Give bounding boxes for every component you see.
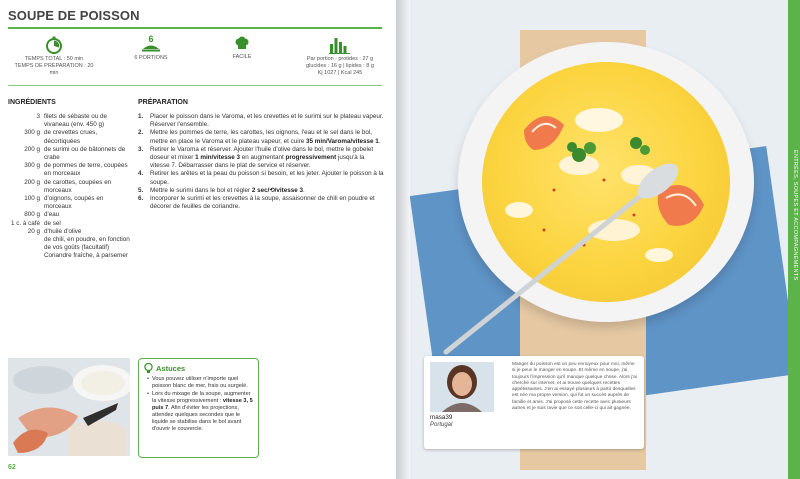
plate-icon	[141, 43, 161, 53]
tip-item: • Lors du mixage de la soupe, augmenter la vitesse progressivement : vitesse 3, 5 puis 7. Afin d'éviter les projections, attendez quelques secondes que le liquide se stabilise dans le bol avant d'ouvrir le couvercle.	[148, 391, 253, 433]
ingredient-row: Coriandre fraîche, à parsemer	[44, 252, 128, 260]
recipe-title: SOUPE DE POISSON	[8, 8, 140, 23]
nutrition-line-3: Kj 1027 | Kcal 245	[317, 70, 363, 76]
portions-label: 6 PORTIONS	[134, 55, 168, 61]
nutrition-line-2: glucides : 16 g | lipides : 8 g	[306, 63, 374, 69]
section-label: ENTRÉES, SOUPES ET ACCOMPAGNEMENTS	[792, 150, 798, 281]
difficulty-stat	[212, 36, 272, 61]
ingredient-row: 100 g d'oignons, coupés en morceaux	[24, 195, 104, 211]
chef-hat-icon	[234, 36, 250, 52]
tips-header	[144, 363, 253, 374]
portions-number: 6	[148, 34, 154, 44]
time-prep: TEMPS DE PRÉPARATION : 20 min	[14, 63, 94, 76]
time-stat	[10, 36, 98, 77]
nutrition-line-1: Par portion : protides : 27 g	[306, 56, 374, 62]
ingredients-heading: INGRÉDIENTS	[8, 99, 56, 106]
prep-step: 5. Mettre le surimi dans le bol et régler 2 sec/⟲/vitesse 3.	[138, 186, 305, 194]
preparation-steps	[138, 113, 384, 211]
section-tab	[788, 0, 800, 479]
ingredient-row: 200 g de carottes, coupées en morceaux	[24, 178, 112, 194]
time-total: TEMPS TOTAL : 50 min	[24, 56, 84, 62]
left-page	[0, 0, 396, 479]
ingredient-row: 300 g de pommes de terre, coupées en morceaux	[24, 162, 128, 178]
ingredient-row: 200 g de surimi ou de bâtonnets de crabe	[24, 145, 126, 162]
prep-step: 3. Retirer le Varoma et réserver. Ajouter l'huile d'olive dans le bol, mettre le gobelet doseur et mixer 1 min/vitesse 3 en augmentant progressivement jusqu'à la vitesse 7. Débarrasser dans le plat de service et réserver.	[138, 145, 374, 170]
nutrition-stat	[296, 36, 384, 77]
stats-divider	[8, 85, 382, 86]
ingredients-list	[6, 113, 130, 261]
clock-icon	[45, 36, 63, 54]
preparation-heading: PRÉPARATION	[138, 99, 188, 106]
avatar	[430, 362, 494, 412]
ingredient-row: 3 filets de sébaste ou de vivaneau (env. 450 g)	[36, 113, 108, 129]
testimonial-text: Manger du poisson est un peu ennuyeux pour moi, même si je peux le manger en soupe. Et même en soupe, j'ai toujours l'impression qu'il manque quelque chose. Alors j'ai cherché sur internet, et ai trouvé quelques recettes appétissantes. J'en ai essayé plusieurs à partir desquelles est née ma propre version, qui fut un succès auprès de famille et amis. J'ai proposé cette recette avec plusieurs autres et je suis ravie que ce soit celle-ci qui ait gagnée.	[512, 362, 637, 412]
ingredient-row: 20 g d'huile d'olive	[27, 227, 82, 235]
prep-step: 4. Retirer les arêtes et la peau du poisson si besoin, et les jeter. Ajouter le poisson à la soupe.	[138, 170, 384, 186]
bar-chart-icon	[329, 36, 351, 54]
prep-step: 1. Placer le poisson dans le Varoma, et les crevettes et le surimi sur le plateau vapeur. Réserver l'ensemble.	[138, 113, 384, 129]
seafood-photo	[8, 358, 130, 456]
testimonial-name: masa39	[430, 414, 453, 421]
page-fold	[396, 0, 410, 479]
testimonial-country: Portugal	[430, 422, 453, 428]
ingredient-row: 300 g de crevettes crues, décortiquées	[24, 129, 98, 145]
lightbulb-icon	[144, 363, 153, 374]
tip-item: • Vous pouvez utiliser n'importe quel poisson blanc de mer, frais ou surgelé.	[148, 376, 253, 390]
ingredient-row: de chili, en poudre, en fonction de vos goûts (facultatif)	[44, 236, 130, 252]
prep-step: 6. Incorporer le surimi et les crevettes à la soupe, assaisonner de chili en poudre et décorer de feuilles de coriandre.	[138, 195, 375, 211]
prep-step: 2. Mettre les pommes de terre, les carottes, les oignons, l'eau et le sel dans le bol, mettre en place le Varoma et le plateau vapeur, et cuire 35 min/Varoma/vitesse 1.	[138, 129, 381, 145]
testimonial-card	[424, 356, 644, 449]
tips-heading: Astuces	[156, 364, 186, 373]
page-number: 62	[8, 464, 16, 471]
ingredient-row: 1 c. à café de sel	[10, 219, 61, 227]
ingredient-row: 800 g d'eau	[24, 211, 60, 219]
portions-stat	[116, 36, 186, 62]
tips-box	[138, 358, 259, 458]
difficulty-label: FACILE	[232, 54, 252, 60]
top-divider	[8, 27, 382, 29]
